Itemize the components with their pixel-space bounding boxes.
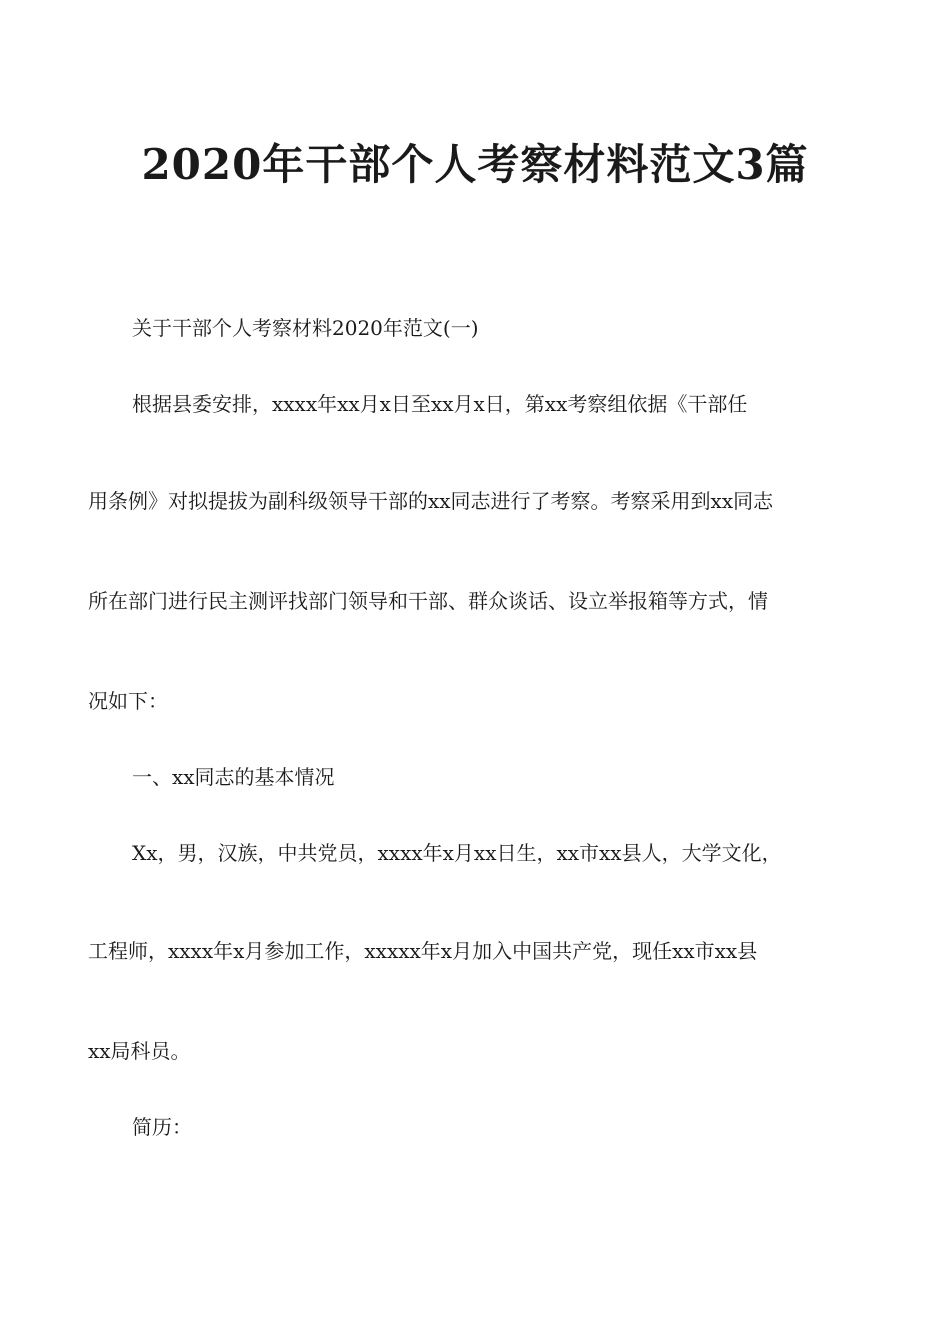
document-title: 2020年干部个人考察材料范文3篇 [141, 140, 809, 189]
section-heading: 关于干部个人考察材料2020年范文(一) [132, 316, 479, 340]
paragraph-line: 况如下： [88, 689, 168, 713]
paragraph-line: 工程师，xxxx年x月参加工作，xxxxx年x月加入中国共产党，现任xx市xx县 [88, 939, 758, 963]
paragraph-line: xx局科员。 [88, 1039, 191, 1063]
paragraph-line: 所在部门进行民主测评找部门领导和干部、群众谈话、设立举报箱等方式，情 [88, 589, 768, 613]
paragraph-line: Xx，男，汉族，中共党员，xxxx年x月xx日生，xx市xx县人，大学文化， [132, 841, 782, 865]
subsection-heading: 一、xx同志的基本情况 [132, 765, 335, 789]
resume-heading: 简历： [132, 1115, 192, 1139]
paragraph-line: 根据县委安排，xxxx年xx月x日至xx月x日，第xx考察组依据《干部任 [132, 392, 748, 416]
paragraph-line: 用条例》对拟提拔为副科级领导干部的xx同志进行了考察。考察采用到xx同志 [88, 489, 774, 513]
